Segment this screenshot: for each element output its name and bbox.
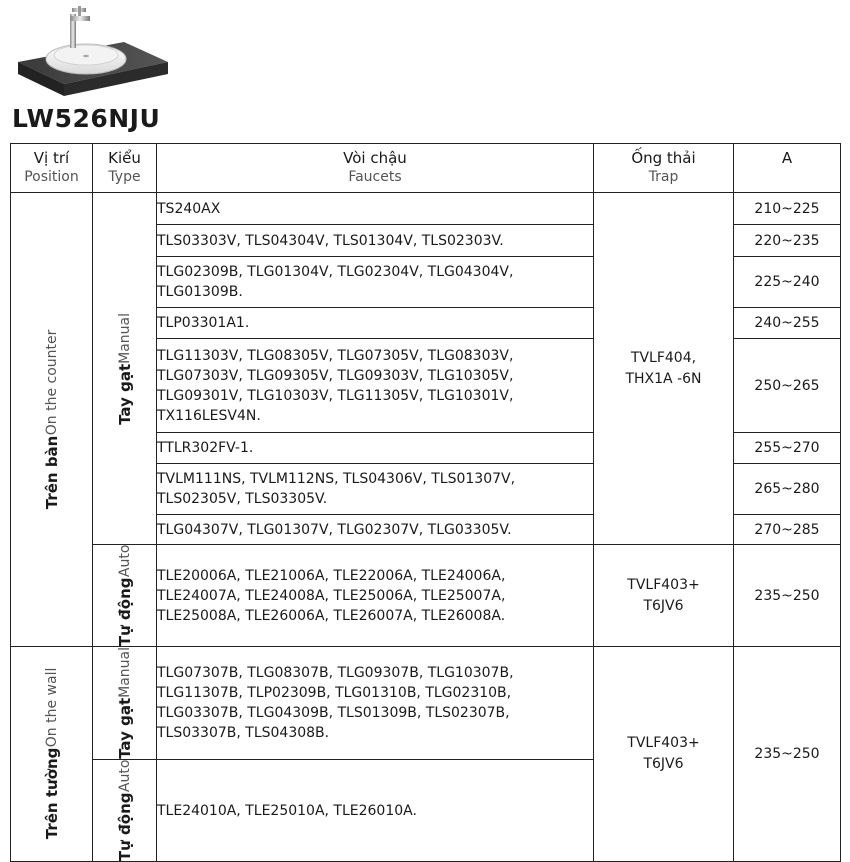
a-value: 265~280: [734, 464, 841, 515]
product-basin-image: [12, 4, 172, 100]
faucet-list: TVLM111NS, TVLM112NS, TLS04306V, TLS01307V, TLS02305V, TLS03305V.: [157, 464, 594, 515]
a-value: 250~265: [734, 339, 841, 433]
faucet-list: TLG02309B, TLG01304V, TLG02304V, TLG04304V, TLG01309B.: [157, 257, 594, 308]
table-row: [11, 193, 841, 225]
header-type: Kiểu Type: [93, 144, 157, 193]
trap-counter-auto: TVLF403+ T6JV6: [594, 545, 734, 647]
table-row: [11, 647, 841, 760]
faucet-list: TLG04307V, TLG01307V, TLG02307V, TLG03305V.: [157, 515, 594, 545]
trap-counter-manual: TVLF404, THX1A -6N: [594, 193, 734, 545]
position-wall: Trên tường On the wall: [11, 647, 93, 862]
a-value: 225~240: [734, 257, 841, 308]
faucet-list: TLE24010A, TLE25010A, TLE26010A.: [157, 759, 594, 861]
faucet-list: TLG11303V, TLG08305V, TLG07305V, TLG08303V, TLG07303V, TLG09305V, TLG09303V, TLG10305V, TLG09301V, TLG10303V, TLG11305V, TLG10301V, TX116LESV4N.: [157, 339, 594, 433]
faucet-list: TTLR302FV-1.: [157, 433, 594, 464]
a-value: 220~235: [734, 225, 841, 257]
position-counter: Trên bàn On the counter: [11, 193, 93, 647]
a-value: 210~225: [734, 193, 841, 225]
header-position: Vị trí Position: [11, 144, 93, 193]
model-title: LW526NJU: [12, 104, 161, 133]
faucet-list: TLS03303V, TLS04304V, TLS01304V, TLS02303V.: [157, 225, 594, 257]
compatibility-table: [10, 143, 841, 862]
faucet-list: TLE20006A, TLE21006A, TLE22006A, TLE24006A, TLE24007A, TLE24008A, TLE25006A, TLE25007A, TLE25008A, TLE26006A, TLE26007A, TLE26008A.: [157, 545, 594, 647]
a-value: 235~250: [734, 647, 841, 862]
type-counter-manual: Tay gạt Manual: [93, 193, 157, 545]
table-header-row: [11, 144, 841, 193]
trap-wall: TVLF403+ T6JV6: [594, 647, 734, 862]
table-row: [11, 545, 841, 647]
type-wall-manual: Tay gạt Manual: [93, 647, 157, 760]
header-trap: Ống thải Trap: [594, 144, 734, 193]
a-value: 240~255: [734, 308, 841, 339]
a-value: 270~285: [734, 515, 841, 545]
a-value: 255~270: [734, 433, 841, 464]
faucet-list: TLG07307B, TLG08307B, TLG09307B, TLG10307B, TLG11307B, TLP02309B, TLG01310B, TLG02310B, TLG03307B, TLG04309B, TLS01309B, TLS02307B, TLS03307B, TLS04308B.: [157, 647, 594, 760]
faucet-list: TS240AX: [157, 193, 594, 225]
type-wall-auto: Tự động Auto: [93, 759, 157, 861]
a-value: 235~250: [734, 545, 841, 647]
header-a: A: [734, 144, 841, 193]
header-faucets: Vòi chậu Faucets: [157, 144, 594, 193]
type-counter-auto: Tự động Auto: [93, 545, 157, 647]
faucet-list: TLP03301A1.: [157, 308, 594, 339]
